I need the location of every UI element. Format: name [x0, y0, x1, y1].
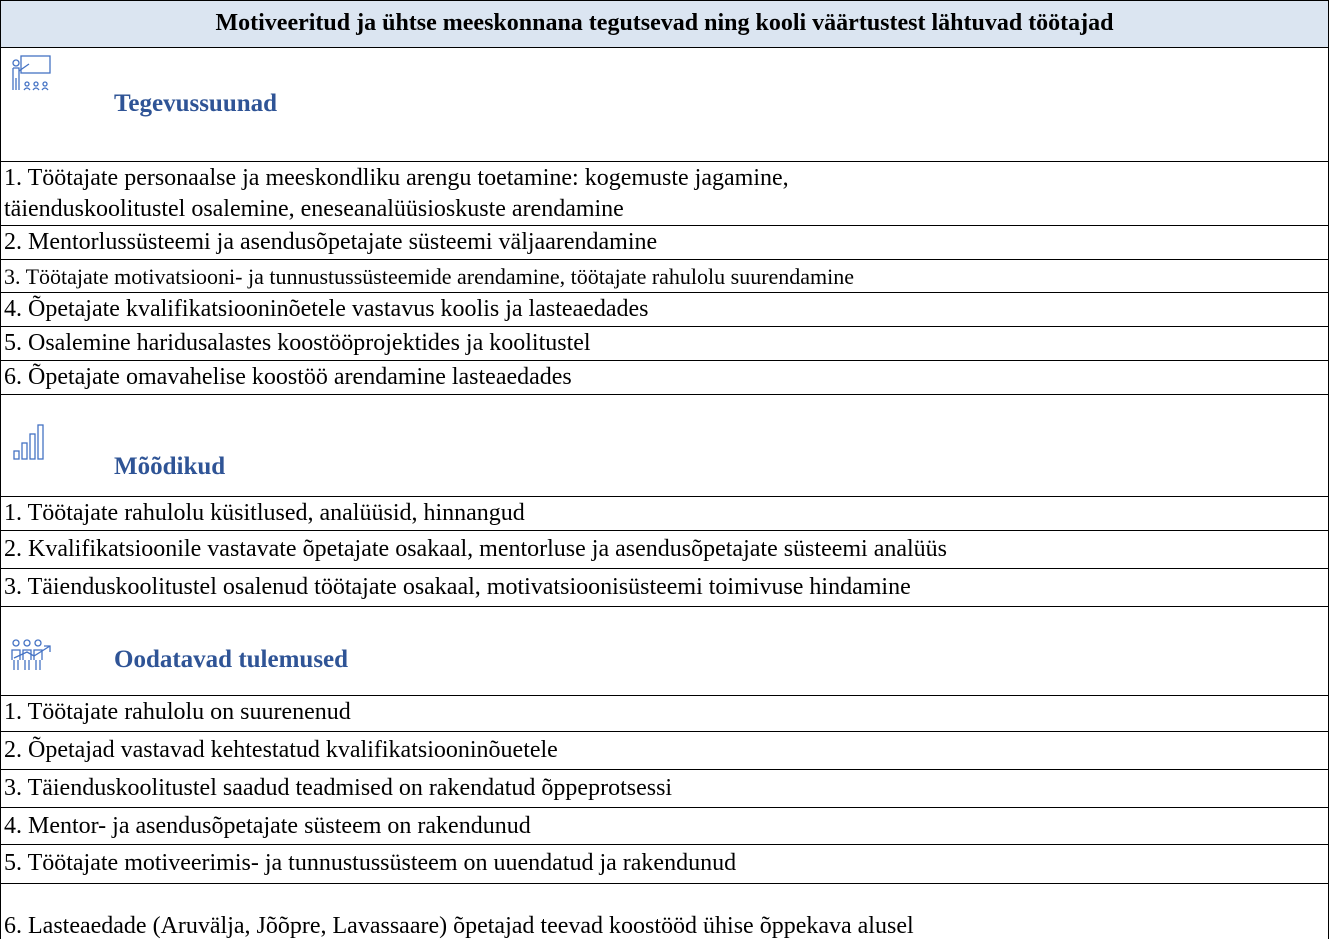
list-item [1, 162, 1328, 226]
list-item [1, 770, 1328, 808]
list-item [1, 327, 1328, 361]
list-item [1, 260, 1328, 293]
section-title: Oodatavad tulemused [114, 646, 349, 673]
list-item-text: 5. Töötajate motiveerimis- ja tunnustussüsteem on uuendatud ja rakendunud [4, 850, 737, 876]
list-item [1, 226, 1328, 260]
section-header-oodatavad-tulemused [1, 607, 1328, 696]
list-item [1, 361, 1328, 395]
section-title: Mõõdikud [114, 453, 226, 480]
section-header-tegevussuunad [1, 48, 1328, 162]
header-title: Motiveeritud ja ühtse meeskonnana tegutsevad ning kooli väärtustest lähtuvad töötajad [215, 10, 1114, 36]
list-item [1, 884, 1328, 939]
list-item-text: 6. Lasteaedade (Aruvälja, Jõõpre, Lavassaare) õpetajad teevad koostööd ühise õppekava alusel [4, 913, 914, 939]
list-item-text: 4. Mentor- ja asendusõpetajate süsteem on rakendunud [4, 813, 531, 839]
list-item-text: 5. Osalemine haridusalastes koostööprojektides ja koolitustel [4, 330, 591, 356]
list-item-text: 1. Töötajate personaalse ja meeskondliku arengu toetamine: kogemuste jagamine, [4, 165, 789, 191]
list-item-text: 2. Õpetajad vastavad kehtestatud kvalifikatsiooninõuetele [4, 737, 558, 763]
section-header-moodikud [1, 395, 1328, 497]
list-item [1, 845, 1328, 884]
list-item-text: täienduskoolitustel osalemine, eneseanalüüsioskuste arendamine [4, 196, 624, 222]
section-title: Tegevussuunad [114, 90, 278, 117]
bar-chart-icon [10, 423, 52, 461]
list-item-text: 1. Töötajate rahulolu on suurenenud [4, 699, 351, 725]
table-header [1, 0, 1328, 48]
people-growth-icon [10, 638, 52, 676]
list-item [1, 569, 1328, 607]
list-item-text: 2. Kvalifikatsioonile vastavate õpetajate osakaal, mentorluse ja asendusõpetajate süsteemi analüüs [4, 536, 948, 562]
list-item [1, 531, 1328, 569]
presentation-audience-icon [10, 54, 52, 92]
list-item-text: 1. Töötajate rahulolu küsitlused, analüüsid, hinnangud [4, 500, 525, 526]
list-item-text: 4. Õpetajate kvalifikatsiooninõetele vastavus koolis ja lasteaedades [4, 296, 649, 322]
list-item [1, 696, 1328, 732]
list-item-text: 6. Õpetajate omavahelise koostöö arendamine lasteaedades [4, 364, 572, 390]
list-item-text: 3. Täienduskoolitustel osalenud töötajate osakaal, motivatsioonisüsteemi toimivuse hindamine [4, 574, 911, 600]
list-item [1, 808, 1328, 845]
list-item-text: 3. Täienduskoolitustel saadud teadmised on rakendatud õppeprotsessi [4, 775, 673, 801]
list-item-text: 3. Töötajate motivatsiooni- ja tunnustussüsteemide arendamine, töötajate rahulolu suurendamine [4, 264, 855, 289]
list-item [1, 732, 1328, 770]
list-item [1, 497, 1328, 531]
list-item-text: 2. Mentorlussüsteemi ja asendusõpetajate süsteemi väljaarendamine [4, 229, 658, 255]
list-item [1, 293, 1328, 327]
